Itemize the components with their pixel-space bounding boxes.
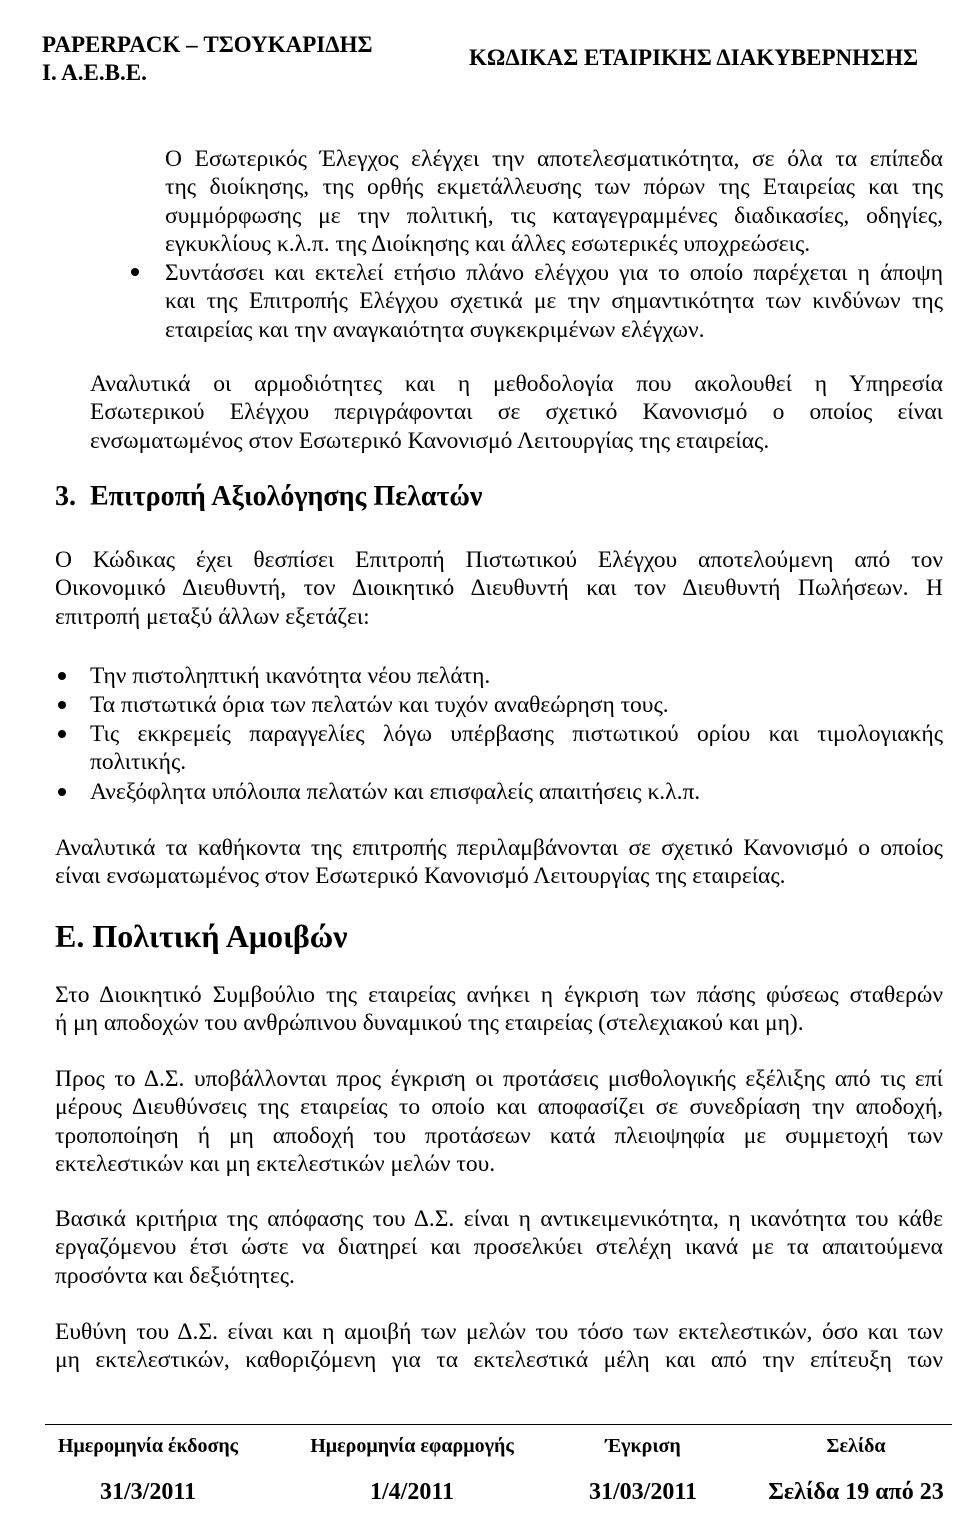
footer-header-issue-date: Ημερομηνία έκδοσης: [57, 1435, 239, 1457]
section-3-intro: [55, 546, 943, 631]
header-company-type: Ι. Α.Ε.Β.Ε.: [42, 60, 147, 85]
footer-header-approval: Έγκριση: [605, 1435, 681, 1457]
text-line: είναι ενσωματωμένος στον Εσωτερικό Κανονισμό Λειτουργίας της εταιρείας.: [55, 863, 786, 890]
internal-audit-bullet: [165, 259, 943, 344]
text-line: ενσωματωμένος στον Εσωτερικό Κανονισμό Λειτουργίας της εταιρείας.: [90, 427, 770, 454]
list-item: [90, 720, 943, 777]
text-line: Οικονομικό Διευθυντή, τον Διοικητικό Διευθυντή και τον Διευθυντή Πωλήσεων. Η: [55, 575, 943, 602]
text-line: πολιτικής.: [90, 749, 187, 776]
header-document-title: ΚΩΔΙΚΑΣ ΕΤΑΙΡΙΚΗΣ ΔΙΑΚΥΒΕΡΝΗΣΗΣ: [469, 45, 918, 70]
footer-divider: [45, 1424, 952, 1425]
section-3-title: Επιτροπή Αξιολόγησης Πελατών: [90, 481, 483, 512]
list-item: [90, 778, 943, 806]
footer-issue-date: 31/3/2011: [99, 1479, 196, 1505]
text-line: επιτροπή μεταξύ άλλων εξετάζει:: [55, 603, 370, 630]
text-line: Αναλυτικά τα καθήκοντα της επιτροπής περιλαμβάνονται σε σχετικό Κανονισμό ο οποίος: [55, 835, 943, 861]
text-line: Τα πιστωτικά όρια των πελατών και τυχόν αναθεώρηση τους.: [90, 692, 669, 718]
remuneration-paragraph: [55, 1318, 943, 1375]
internal-audit-details: [90, 370, 943, 455]
text-line: προσόντα και δεξιότητες.: [55, 1262, 295, 1289]
text-line: εταιρείας και την αναγκαιότητα συγκεκριμένων ελέγχων.: [165, 316, 705, 343]
text-line: Την πιστοληπτική ικανότητα νέου πελάτη.: [90, 663, 491, 689]
remuneration-paragraph: [55, 1205, 943, 1290]
text-line: Ανεξόφλητα υπόλοιπα πελατών και επισφαλείς απαιτήσεις κ.λ.π.: [90, 779, 701, 805]
list-item: [90, 691, 943, 719]
section-3-number: 3.: [55, 481, 76, 512]
text-line: μέρους Διευθύνσεις της εταιρείας το οποίο και αποφασίζει σε συνεδρίαση την αποδοχή,: [55, 1094, 943, 1121]
text-line: Προς το Δ.Σ. υποβάλλονται προς έγκριση οι προτάσεις μισθολογικής εξέλιξης από τις επί: [55, 1066, 943, 1092]
bullet-icon: [58, 730, 66, 738]
footer-page-number: Σελίδα 19 από 23: [768, 1479, 944, 1505]
text-line: εκτελεστικών και μη εκτελεστικών μελών του.: [55, 1150, 496, 1177]
footer-header-page: Σελίδα: [826, 1435, 886, 1457]
footer-approval-date: 31/03/2011: [588, 1479, 697, 1505]
section-3-details: [55, 834, 943, 891]
text-line: εγκυκλίους κ.λ.π. της Διοίκησης και άλλες εσωτερικές υποχρεώσεις.: [165, 230, 811, 257]
text-line: Τις εκκρεμείς παραγγελίες λόγω υπέρβασης πιστωτικού ορίου και τιμολογιακής: [90, 721, 943, 747]
text-line: Στο Διοικητικό Συμβούλιο της εταιρείας ανήκει η έγκριση των πάσης φύσεως σταθερών: [55, 982, 943, 1008]
text-line: εργαζόμενου έτσι ώστε να διατηρεί και προσελκύει στελέχη ικανά με τα απαιτούμενα: [55, 1234, 943, 1261]
bullet-icon: [58, 701, 66, 709]
bullet-icon: [58, 672, 66, 680]
text-line: ή μη αποδοχών του ανθρώπινου δυναμικού της εταιρείας (στελεχιακού και μη).: [55, 1010, 804, 1037]
text-line: Εσωτερικού Ελέγχου περιγράφονται σε σχετικό Κανονισμό ο οποίος είναι: [90, 399, 943, 426]
header-company-name: PAPERPACK – ΤΣΟΥΚΑΡΙΔΗΣ: [42, 32, 373, 57]
text-line: Ο Εσωτερικός Έλεγχος ελέγχει την αποτελεσματικότητα, σε όλα τα επίπεδα: [165, 146, 943, 172]
list-item: [90, 662, 943, 690]
text-line: συμμόρφωσης με την πολιτική, τις καταγεγραμμένες διαδικασίες, οδηγίες,: [165, 202, 943, 229]
footer-effective-date: 1/4/2011: [369, 1479, 454, 1505]
remuneration-paragraph: [55, 981, 943, 1038]
bullet-icon: [58, 788, 66, 796]
section-e-title: Ε. Πολιτική Αμοιβών: [55, 918, 348, 954]
text-line: Αναλυτικά οι αρμοδιότητες και η μεθοδολογία που ακολουθεί η Υπηρεσία: [90, 371, 943, 397]
text-line: Ο Κώδικας έχει θεσπίσει Επιτροπή Πιστωτικού Ελέγχου αποτελούμενη από τον: [55, 547, 943, 573]
internal-audit-paragraph: [165, 145, 943, 258]
remuneration-paragraph: [55, 1065, 943, 1178]
bullet-icon: [131, 268, 139, 276]
footer-header-effective-date: Ημερομηνία εφαρμογής: [310, 1435, 514, 1457]
text-line: μη εκτελεστικών, καθοριζόμενη για τα εκτελεστικά μέλη και από την επίτευξη των: [55, 1347, 943, 1374]
text-line: Συντάσσει και εκτελεί ετήσιο πλάνο ελέγχου για το οποίο παρέχεται η άποψη: [165, 260, 943, 286]
text-line: τροποποίηση ή μη αποδοχή του προτάσεων κατά πλειοψηφία με συμμετοχή των: [55, 1122, 943, 1149]
text-line: της διοίκησης, της ορθής εκμετάλλευσης των πόρων της Εταιρείας και της: [165, 174, 943, 201]
text-line: και της Επιτροπής Ελέγχου σχετικά με την σημαντικότητα των κινδύνων της: [165, 288, 943, 315]
text-line: Ευθύνη του Δ.Σ. είναι και η αμοιβή των μελών του τόσο των εκτελεστικών, όσο και των: [55, 1319, 943, 1345]
text-line: Βασικά κριτήρια της απόφασης του Δ.Σ. είναι η αντικειμενικότητα, η ικανότητα του κάθε: [55, 1206, 943, 1232]
